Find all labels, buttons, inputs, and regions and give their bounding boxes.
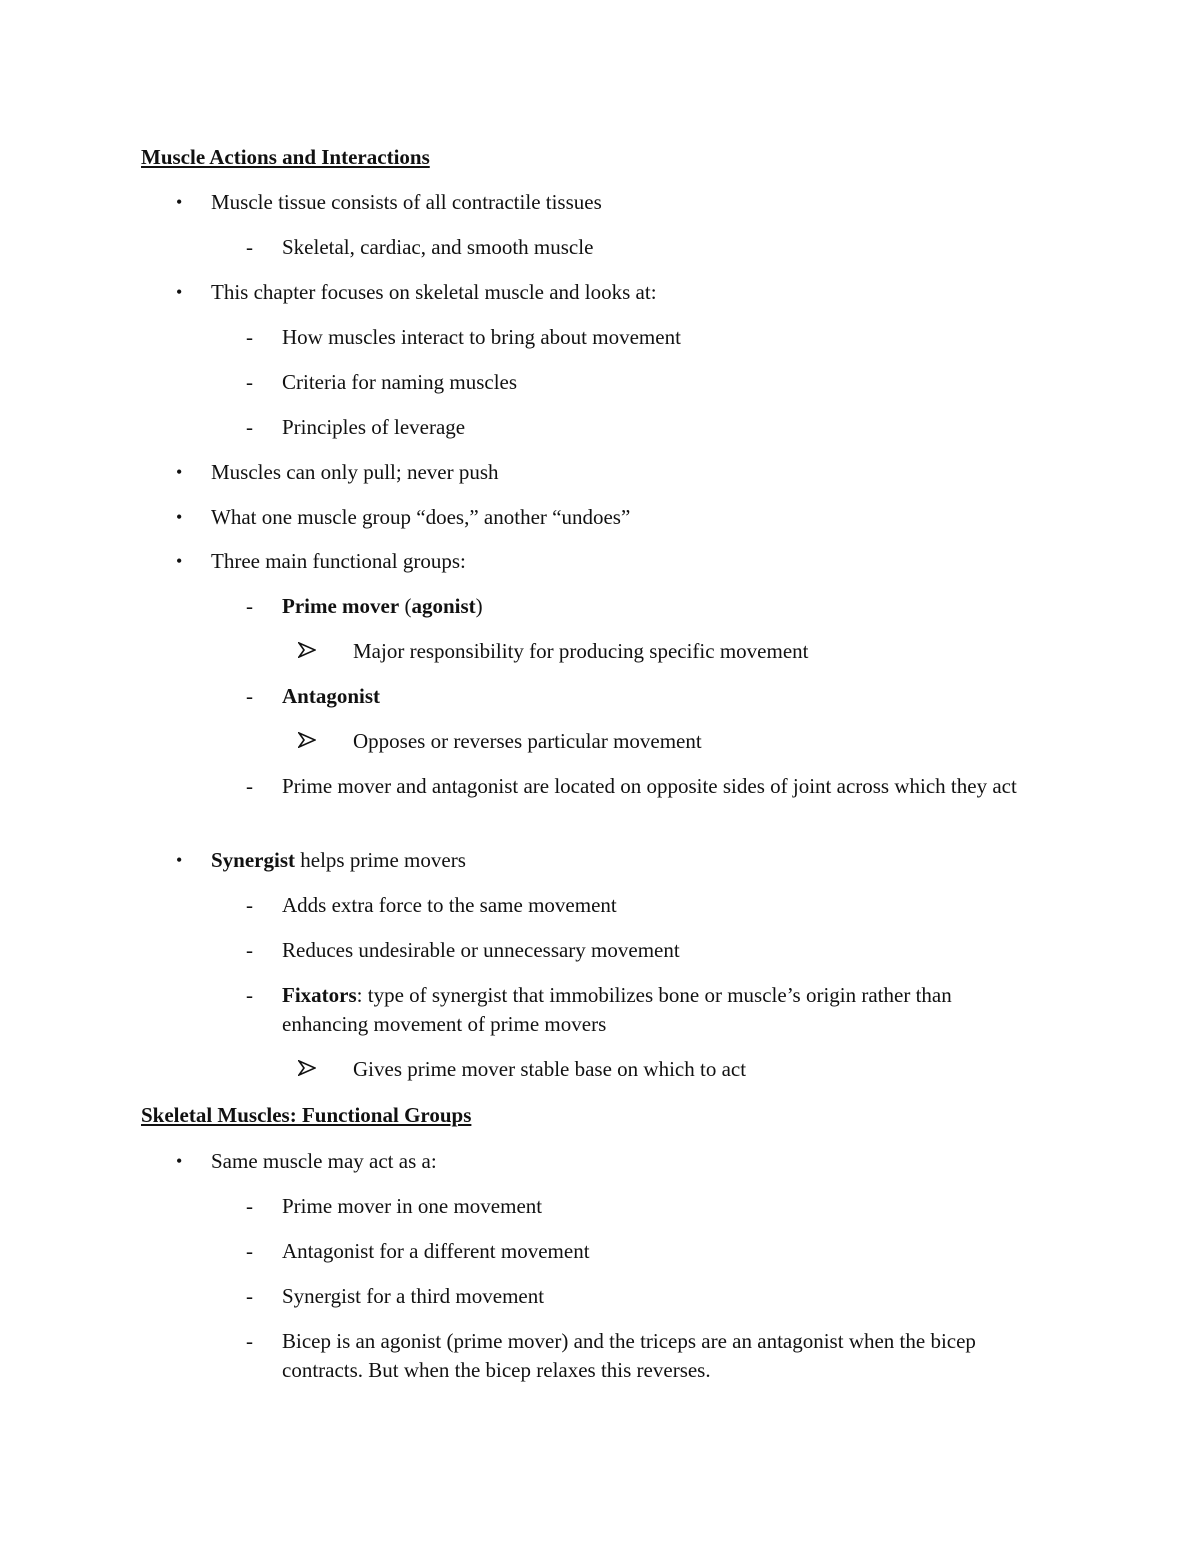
list-item-text: Same muscle may act as a: <box>211 1149 437 1173</box>
list-item-text: Reduces undesirable or unnecessary movement <box>282 938 680 962</box>
list-item-text <box>282 981 1042 1039</box>
list-item-text: Principles of leverage <box>282 415 466 439</box>
bullet-marker: • <box>176 850 183 870</box>
list-item-text: Three main functional groups: <box>211 549 466 573</box>
term-fixators: Fixators <box>282 983 357 1007</box>
list-item-text: Prime mover and antagonist are located on opposite sides of joint across which they act <box>282 774 1017 798</box>
list-item-text: Prime mover in one movement <box>282 1194 543 1218</box>
bullet-marker: • <box>176 192 183 212</box>
arrowhead-bullet-icon <box>298 727 316 748</box>
bullet-marker: • <box>176 462 183 482</box>
section-heading-functional-groups: Skeletal Muscles: Functional Groups <box>141 1103 472 1127</box>
list-item-text: Skeletal, cardiac, and smooth muscle <box>282 235 594 259</box>
dash-marker: - <box>246 594 253 618</box>
bullet-marker: • <box>176 551 183 571</box>
bullet-marker: • <box>176 282 183 302</box>
dash-marker: - <box>246 1239 253 1263</box>
arrowhead-bullet-icon <box>298 637 316 658</box>
list-item-text: Criteria for naming muscles <box>282 370 518 394</box>
list-item-text: Opposes or reverses particular movement <box>353 729 702 753</box>
dash-marker: - <box>246 415 253 439</box>
dash-marker: - <box>246 893 253 917</box>
list-item-text: Synergist for a third movement <box>282 1284 545 1308</box>
dash-marker: - <box>246 325 253 349</box>
term-antagonist: Antagonist <box>282 684 381 708</box>
term-synergist: Synergist <box>211 848 295 872</box>
paren-close: ) <box>475 594 483 618</box>
bullet-marker: • <box>176 507 183 527</box>
list-item-text: What one muscle group “does,” another “undoes” <box>211 505 631 529</box>
dash-marker: - <box>246 370 253 394</box>
dash-marker: - <box>246 1329 253 1353</box>
dash-marker: - <box>246 774 253 798</box>
list-item-text: Bicep is an agonist (prime mover) and the triceps are an antagonist when the bicep contracts. But when the bicep relaxes this reverses. <box>282 1329 976 1382</box>
list-item-text: Adds extra force to the same movement <box>282 893 617 917</box>
fixators-description: : type of synergist that immobilizes bone or muscle’s origin rather than enhancing movement of prime movers <box>282 983 952 1036</box>
paren-open: ( <box>399 594 412 618</box>
list-item-text: Major responsibility for producing specific movement <box>353 639 809 663</box>
dash-marker: - <box>246 938 253 962</box>
dash-marker: - <box>246 1284 253 1308</box>
term-agonist: agonist <box>411 594 476 618</box>
synergist-description: helps prime movers <box>295 848 466 872</box>
list-item-text: Muscle tissue consists of all contractile tissues <box>211 190 602 214</box>
arrowhead-bullet-icon <box>298 1055 316 1076</box>
dash-marker: - <box>246 983 253 1007</box>
list-item-text <box>211 846 466 875</box>
list-item-text: How muscles interact to bring about movement <box>282 325 681 349</box>
section-heading-muscle-actions: Muscle Actions and Interactions <box>141 145 430 169</box>
list-item-text: This chapter focuses on skeletal muscle and looks at: <box>211 280 657 304</box>
list-item-text: Gives prime mover stable base on which to act <box>353 1057 747 1081</box>
dash-marker: - <box>246 684 253 708</box>
bullet-marker: • <box>176 1151 183 1171</box>
list-item-text: Antagonist for a different movement <box>282 1239 590 1263</box>
term-prime-mover: Prime mover <box>282 594 400 618</box>
dash-marker: - <box>246 235 253 259</box>
list-item-text <box>282 592 483 621</box>
list-item-text: Muscles can only pull; never push <box>211 460 499 484</box>
dash-marker: - <box>246 1194 253 1218</box>
